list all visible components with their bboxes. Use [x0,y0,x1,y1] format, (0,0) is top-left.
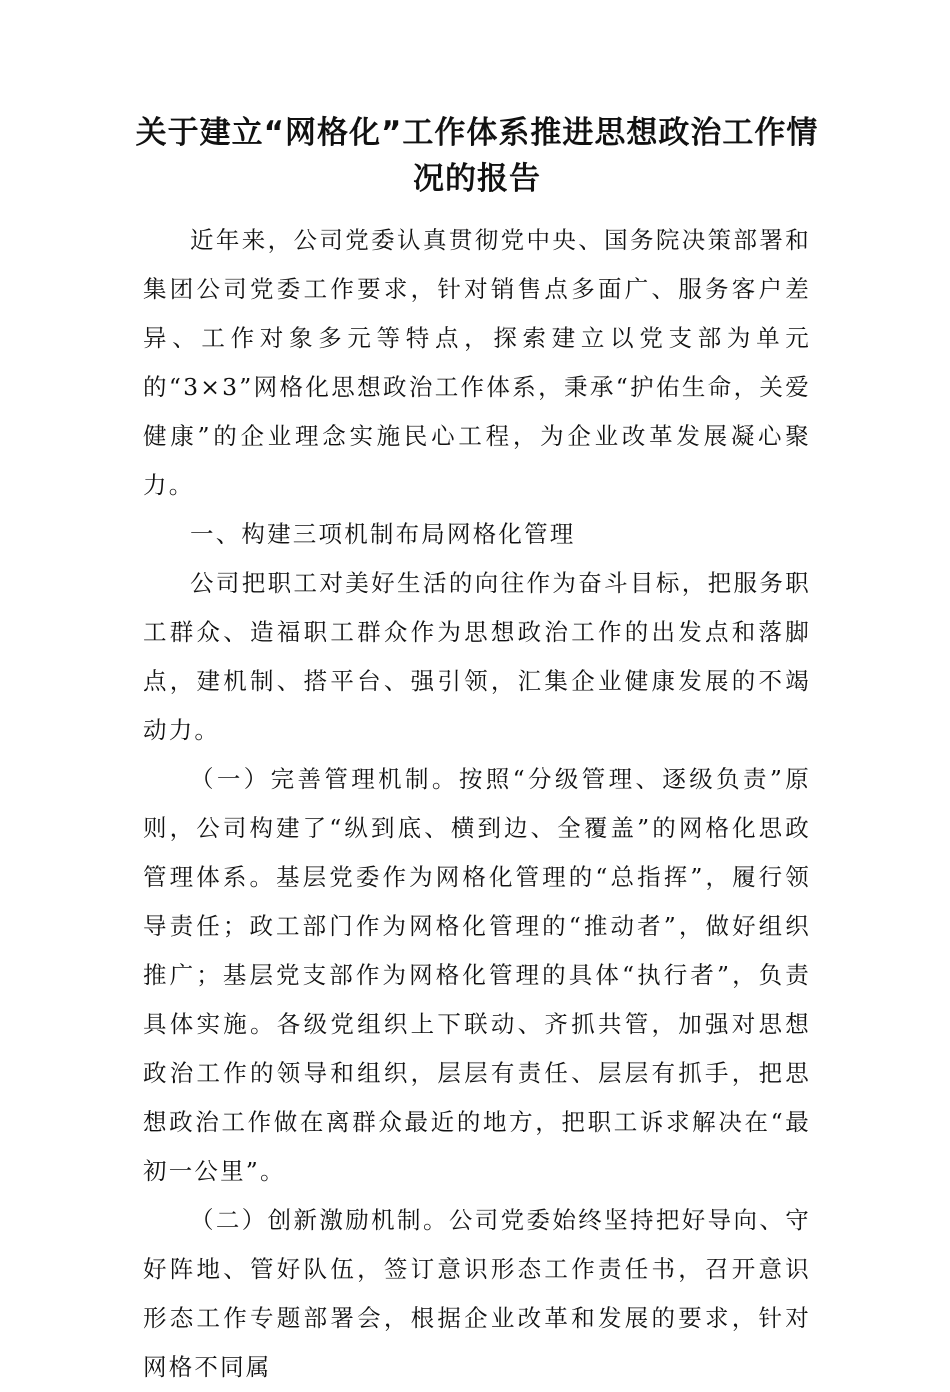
section-heading: 一、构建三项机制布局网格化管理 [190,520,576,548]
subsection-management-paragraph: （一）完善管理机制。按照“分级管理、逐级负责”原则，公司构建了“纵到底、横到边、全覆盖”的网格化思政管理体系。基层党委作为网格化管理的“总指挥”，履行领导责任；政工部门作为网格化管理的“推动者”，做好组织推广；基层党支部作为网格化管理的具体“执行者”，负责具体实施。各级党组织上下联动、齐抓共管，加强对思想政治工作的领导和组织，层层有责任、层层有抓手，把思想政治工作做在离群众最近的地方，把职工诉求解决在“最初一公里”。 [143,765,811,1185]
subsection-incentive-paragraph: （二）创新激励机制。公司党委始终坚持把好导向、守好阵地、管好队伍，签订意识形态工作责任书，召开意识形态工作专题部署会，根据企业改革和发展的要求，针对网格不同属 [143,1206,811,1381]
document-page [135,110,819,1392]
intro-paragraph: 近年来，公司党委认真贯彻党中央、国务院决策部署和集团公司党委工作要求，针对销售点多面广、服务客户差异、工作对象多元等特点，探索建立以党支部为单元的“3×3”网格化思想政治工作体系，秉承“护佑生命，关爱健康”的企业理念实施民心工程，为企业改革发展凝心聚力。 [143,226,811,499]
section-body-paragraph: 公司把职工对美好生活的向往作为奋斗目标，把服务职工群众、造福职工群众作为思想政治工作的出发点和落脚点，建机制、搭平台、强引领，汇集企业健康发展的不竭动力。 [143,569,811,744]
document-title: 关于建立“网格化”工作体系推进思想政治工作情况的报告 [135,115,819,197]
